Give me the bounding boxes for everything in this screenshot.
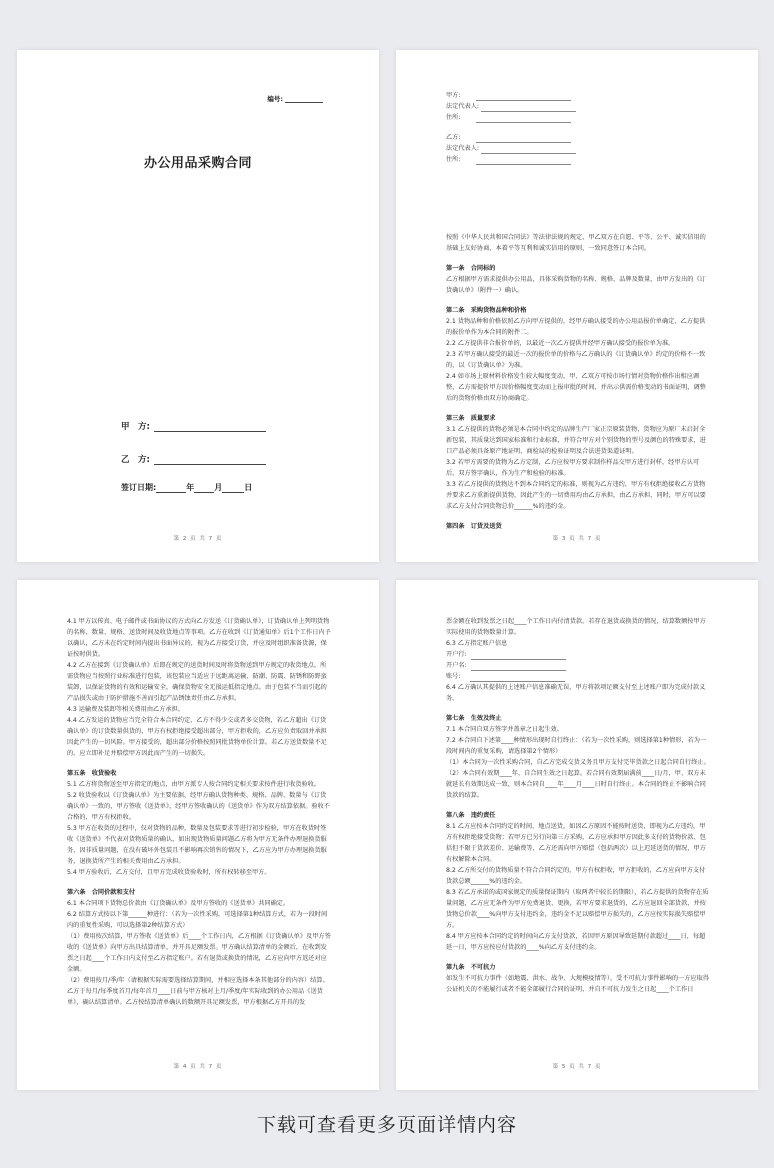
legal-rep-a-label: 法定代表人: <box>446 103 480 110</box>
legal-rep-a-field <box>481 103 576 112</box>
section-title: 第七条 生效及终止 <box>446 715 502 722</box>
month-label: 月 <box>214 483 223 492</box>
party-a-field-label: 甲方: <box>446 92 461 99</box>
party-a-field <box>476 92 571 101</box>
paragraph: 票金额在收到发票之日起____个工作日内付清货款。若存在退货或换货的情况，结算数额按甲方实际使用的货物数量计算。 <box>446 618 706 636</box>
paragraph: （2）费用按月/季/年（请根据实际需要选择结算期间，并相应选择本条其他部分的内容）结算。乙方于每月/每季度首月/每年首月____日前与甲方核对上月/季度/年实际收到的办公用品《送货单》，确认结算清单。乙方按结算清单确认的数额开具足额发票，甲方根据乙方开具的发 <box>67 977 329 1006</box>
paragraph: 5.2 收货验收以《订货确认单》为主要依据，经甲方确认货物种类、规格、品牌、数量与《订货确认单》一致的，甲方签收《送货单》，经甲方签收确认的《送货单》作为双方结算依据。验收不合格的，甲方有权拒收。 <box>67 792 330 821</box>
contract-page-5 <box>396 580 758 1090</box>
address-b-field <box>476 156 571 165</box>
paragraph: （2）本合同有效期____年，自合同生效之日起算。若合同有效期届满前____日/月，甲、双方未就延长有效期达成一致，则本合同自____年____月____日时自行终止。本合同的终止不影响合同货款的结算。 <box>446 770 706 799</box>
paragraph: 2.3 若甲方确认接受的最近一次的报价单的价格与乙方确认的《订货确认单》约定的价格不一致的，以《订货确认单》为准。 <box>446 351 706 369</box>
paragraph: 6.1 本合同项下货物总价款由《订货确认单》及甲方签收的《送货单》共同确定。 <box>67 900 290 907</box>
paragraph: 8.1 乙方应按本合同约定的时间、地点送货，如因乙方原因不能按时送货，即视为乙方违约，甲方有权拒绝接受货物；若甲方已另行向第三方采购，乙方应承担甲方因此多支付的货物价款、包括但不限于货款差价、运输费等，乙方还需向甲方赔偿（包括两次）以上迟延送货的情况，甲方有权解除本合同。 <box>446 823 706 863</box>
party-info-block <box>446 90 710 165</box>
party-a-sign-row <box>121 420 266 432</box>
address-a-label: 住所: <box>446 114 461 121</box>
contract-body <box>446 232 710 532</box>
party-b-sign-row <box>121 453 266 465</box>
paragraph: 2.4 如市场上原材料价格发生较大幅度变动，甲、乙双方可按市场行情对货物价格作出相应调整，乙方需提价甲方因价格幅度变动而上报审批的时间，并出示供需价格变动的书面证明，调整后的货物价格由双方协商确定。 <box>446 373 706 402</box>
contract-title: 办公用品采购合同 <box>143 156 252 171</box>
section-title: 第二条 采购货物品种和价格 <box>446 307 527 314</box>
month-blank <box>194 484 214 493</box>
download-caption: 下载可查看更多页面详情内容 <box>256 1114 517 1136</box>
section-title: 第三条 质量要求 <box>446 415 496 422</box>
address-b-label: 住所: <box>446 156 461 163</box>
paragraph: 4.4 乙方发运的货物应当完全符合本合同约定，乙方不得少交或者多交货物，若乙方超出《订货确认单》的订货数量供货的，甲方有权拒绝接受超出部分，甲方拒收的，乙方应负责取回并承担因此产生的一切风险。甲方接受的，超出部分价格按照同批货物单价计算。若乙方送货数量不足的，应立即补足并赔偿甲方因此而产生的一切损失。 <box>67 717 327 757</box>
section-title: 第四条 订货及送货 <box>446 523 502 530</box>
account-name-label: 开户名: <box>446 662 467 669</box>
party-a-blank <box>154 423 266 432</box>
party-b-label: 乙 方: <box>121 455 150 465</box>
sign-date-label: 签订日期: <box>121 483 157 492</box>
paragraph: 5.1 乙方将货物送至甲方指定的地点，由甲方派专人按合同约定相关要求按件进行收货验收。 <box>67 781 321 788</box>
contract-page-3 <box>396 50 758 562</box>
paragraph: （1）费用按次结算，甲方签收《送货单》后____个工作日内，乙方根据《订货确认单》及甲方签收的《送货单》向甲方出具结算清单，并开具足额发票。甲方确认结算清单的金额后，在收到发票之日起____个工作日内支付至乙方指定账户。若有退货或换货的情况，乙方应向甲方返还对应金额。 <box>67 933 331 973</box>
section-title: 第九条 不可抗力 <box>446 964 496 971</box>
legal-rep-b-field <box>481 145 576 154</box>
paragraph: 4.2 乙方在接到《订货确认单》后即在规定的送货时间及时将货物送到甲方规定的收货地点。所需货物应当按照行业标准进行包装，该包装应当适应于远距离运输、防潮、防震、防锈和防野蛮装卸，以保证货物的有效和运输安全，确保货物安全无损运抵指定地点。由于包装不当而引起的产品损失或由于防护措施不善而引起产品锈蚀责任由乙方承担。 <box>67 662 327 702</box>
cover-page <box>17 50 379 562</box>
page-number: 第 4 页 共 7 页 <box>173 1064 223 1070</box>
party-b-blank <box>154 456 266 465</box>
page-number: 第 5 页 共 7 页 <box>552 1064 602 1070</box>
party-a-label: 甲 方: <box>121 422 150 432</box>
legal-rep-b-label: 法定代表人: <box>446 145 480 152</box>
section-title: 第六条 合同价款和支付 <box>67 889 136 896</box>
bank-field <box>471 651 566 660</box>
paragraph: 7.1 本合同自双方签字并盖章之日起生效。 <box>446 726 563 733</box>
contract-body <box>67 616 331 1008</box>
paragraph: 乙方根据甲方需求提供办公用品，具体采购货物的名称、规格、品牌及数量，由甲方发出的《订货确认单》（附件一）确认。 <box>446 276 706 294</box>
day-label: 日 <box>244 483 253 492</box>
section-title: 第五条 收货验收 <box>67 770 117 777</box>
address-a-field <box>476 114 571 123</box>
day-blank <box>222 484 244 493</box>
page-number: 第 2 页 共 7 页 <box>173 536 223 542</box>
paragraph: 3.1 乙方提供的货物必须是本合同中约定的品牌生产厂家正宗原装货物，货物应为原厂未启封全新包装，其质量达到国家标准和行业标准，并符合甲方对个别货物的型号及颜色的特殊要求，进口产品必须具备原产地证明、商检局的检验证明及合法进货渠道证明。 <box>446 426 706 455</box>
contract-number-blank <box>285 96 323 103</box>
year-label: 年 <box>186 483 195 492</box>
paragraph: 6.4 乙方确认其提供的上述账户信息准确无误，甲方将款项足额支付至上述账户即为完成付款义务。 <box>446 684 706 702</box>
year-blank <box>156 484 186 493</box>
paragraph: 8.3 若乙方承诺的或国家规定的质量保证期内（取两者中较长的期限），若乙方提供的货物存在质量问题，乙方应无条件为甲方免费退货、更换，若甲方要求退货的，乙方应退回全部货款，并按货物总价款____%向甲方支付违约金，违约金不足以赔偿甲方损失的，乙方应按实际损失赔偿甲方。 <box>446 889 709 929</box>
paragraph: 5.4 甲方验收后，乙方交付，且甲方完成收货验收时，所有权转移至甲方。 <box>67 869 271 876</box>
section-title: 第八条 违约责任 <box>446 812 496 819</box>
account-name-field <box>471 662 566 671</box>
paragraph: 6.3 乙方指定账户信息 <box>446 640 508 647</box>
paragraph: 3.2 若甲方需要的货物为乙方定制，乙方应按甲方要求制作样品交甲方进行封样，经甲方认可后，双方签字确认，作为生产和检验的标准。 <box>446 459 700 477</box>
paragraph: 8.2 乙方所交付的货物质量不符合合同约定的，甲方有权拒收，甲方拒收的，乙方应向甲方支付货款总额______%的违约金。 <box>446 867 706 885</box>
paragraph: 7.2 本合同自下述第____种情形出现时自行终止：（若为一次性采购，则选择第1种情形，若为一段时间内的重复采购，请选择第2个情形） <box>446 737 707 755</box>
paragraph: （1）本合同为一次性采购合同，自乙方完成交货义务且甲方支付完毕货款之日起合同自行终止。 <box>446 759 710 766</box>
paragraph: 5.3 甲方在收货的过程中，仅对货物的品种，数量及包装要求等进行初步检验，甲方在收货时签收《送货单》不代表对货物质量的确认，如出现货物质量问题乙方将为甲方无条件办理退换货服务，因非质量问题，在没有破坏外包装且不影响再次销售的情况下，乙方应为甲方办理退换货服务，退换货所产生的相关费用由乙方承担。 <box>67 825 327 865</box>
intro-paragraph: 按照《中华人民共和国合同法》等法律法规的规定，甲乙双方在自愿、平等、公平、诚实信用的基础上友好协商，本着平等互利和诚实信用的原则，一致同意签订本合同。 <box>446 234 706 252</box>
paragraph: 2.1 货物品种和价格依照乙方向甲方提供的，经甲方确认接受的办公用品报价单确定，乙方提供的报价单作为本合同的附件二。 <box>446 318 706 336</box>
account-no-field <box>470 673 565 682</box>
paragraph: 8.4 甲方应按本合同约定的时间向乙方支付货款，若因甲方原因导致延期付款超过____日，每超延一日，甲方应按应付货款的____%向乙方支付违约金。 <box>446 933 706 951</box>
page-number: 第 3 页 共 7 页 <box>552 536 602 542</box>
section-title: 第一条 合同标的 <box>446 265 496 272</box>
contract-body <box>446 616 710 995</box>
contract-number-label: 编号: <box>267 95 283 103</box>
paragraph: 6.2 结算方式按以下第______种进行：（若为一次性采购，可选择第1种结算方式，若为一段时间内的重复性采购，可以选择第2种结算方式） <box>67 911 328 929</box>
paragraph: 3.3 若乙方提供的货物达不到本合同约定的标准，则视为乙方违约，甲方有权拒绝接收乙方货物并要求乙方重新提供货物，因此产生的一切费用均由乙方承担，由乙方承担，同时，甲方可以要求乙方支付合同货物总价______%的违约金。 <box>446 481 706 510</box>
account-no-label: 账号: <box>446 673 461 680</box>
paragraph: 4.3 运输费及装卸等相关费用由乙方承担。 <box>67 706 184 713</box>
sign-date-row <box>121 482 252 493</box>
paragraph: 如发生不可抗力事件（如地震、洪水、战争、大规模疫情等），受不可抗力事件影响的一方应取得公证机关的不能履行或者不能全部履行合同的证明，并自不可抗力发生之日起____个工作日 <box>446 975 709 993</box>
bank-label: 开户行: <box>446 651 467 658</box>
contract-page-4 <box>17 580 379 1090</box>
paragraph: 2.2 乙方提供非合报价单的，以最近一次乙方提供并经甲方确认接受的报价单为准。 <box>446 340 675 347</box>
contract-number <box>267 94 323 103</box>
party-b-field-label: 乙方: <box>446 134 461 141</box>
party-b-field <box>476 134 571 143</box>
paragraph: 4.1 甲方以传真、电子邮件或书面协议的方式向乙方发送《订货确认单》，订货确认单上列明货物的名称、数量、规格、送货时间及收货地点等事项。乙方在收到《订货通知单》后1个工作日内予以确认，乙方未在约定时间内提出书面异议的，视为乙方接受订货，并应及时组织准备货源，保证按时供货。 <box>67 618 331 658</box>
